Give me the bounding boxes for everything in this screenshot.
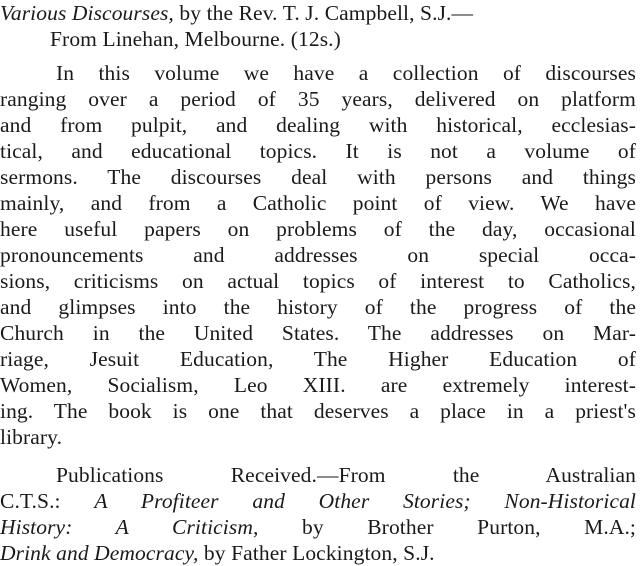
publisher-abbrev: C.T.S.: [0,489,95,513]
publisher-line: From Linehan, Melbourne. (12s.) [50,27,341,51]
body-line: and from pulpit, and dealing with historical, ecclesias- [0,113,636,137]
body-line: mainly, and from a Catholic point of view. We have [0,191,636,215]
book-title: Various Discourses, [0,1,174,25]
publications-line [0,540,643,566]
body-line: here useful papers on problems of the day, occasional [0,217,636,241]
body-line: sermons. The discourses deal with persons and things [0,165,636,189]
body-line: library. [0,425,63,449]
body-line: ing. The book is one that deserves a place in a priest's [0,399,636,423]
publications-line [0,488,636,514]
body-line: and glimpses into the history of the progress of the [0,295,636,319]
body-line: ranging over a period of 35 years, delivered on platform [0,87,636,111]
review-title-line [0,0,643,26]
book-author: by the Rev. T. J. Campbell, S.J.— [173,1,474,25]
publication-titles: A Profiteer and Other Stories; Non-Historical [94,489,637,513]
publication-title: History: A Criticism, [0,515,259,539]
publication-author: by Brother Purton, M.A.; [258,515,636,539]
body-line: pronouncements and addresses on special occa- [0,243,636,267]
publications-line [0,514,636,540]
body-line: Women, Socialism, Leo XIII. are extremely interest- [0,373,636,397]
publications-line: Publications Received.—From the Australian [56,463,636,487]
publication-title: Drink and Democracy, [0,541,199,565]
publication-author: by Father Lockington, S.J. [198,541,435,565]
body-line: Church in the United States. The addresses on Mar- [0,321,636,345]
body-line: tical, and educational topics. It is not a volume of [0,139,636,163]
body-line: In this volume we have a collection of discourses [56,61,636,85]
body-line: riage, Jesuit Education, The Higher Education of [0,347,636,371]
body-line: sions, criticisms on actual topics of interest to Catholics, [0,269,636,293]
